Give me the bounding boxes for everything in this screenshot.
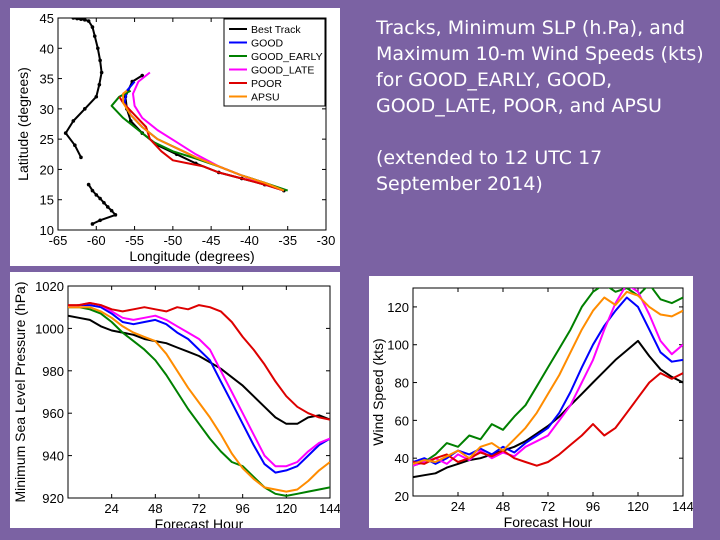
track-chart-panel xyxy=(10,8,340,266)
track-point-1-12 xyxy=(83,107,87,111)
wind-chart xyxy=(369,276,693,528)
y-axis-label: Minimum Sea Level Pressure (hPa) xyxy=(12,281,28,503)
y-tick-label-7: 45 xyxy=(39,11,54,26)
x-tick-label-0: 24 xyxy=(450,499,466,514)
track-point-1-14 xyxy=(64,131,68,135)
x-tick-label-4: 120 xyxy=(275,501,298,516)
slp-chart-panel xyxy=(10,272,340,528)
series-line-good-1 xyxy=(68,305,330,473)
track-point-2-4 xyxy=(102,201,106,205)
series-line-good-early-2 xyxy=(413,284,683,466)
x-tick-label-1: 48 xyxy=(495,499,511,514)
series-group xyxy=(413,284,683,477)
x-tick-label-0: -65 xyxy=(48,233,68,248)
track-point-1-16 xyxy=(79,156,83,160)
legend-label-good-early: GOOD_EARLY xyxy=(251,51,323,63)
y-tick-label-3: 25 xyxy=(39,132,54,148)
track-point-2-6 xyxy=(110,209,114,213)
x-tick-label-3: 96 xyxy=(235,501,250,516)
y-tick-label-6: 40 xyxy=(39,41,54,57)
y-axis-label: Latitude (degrees) xyxy=(15,67,31,181)
series-line-best-track-0 xyxy=(413,341,683,477)
track-chart xyxy=(10,8,340,266)
track-point-1-7 xyxy=(96,46,100,50)
y-tick-label-0: 920 xyxy=(42,491,64,506)
y-tick-label-3: 80 xyxy=(394,375,409,391)
y-tick-label-1: 15 xyxy=(39,192,54,208)
x-axis-label: Longitude (degrees) xyxy=(129,248,255,264)
track-point-1-11 xyxy=(94,95,98,99)
x-tick-label-4: -45 xyxy=(201,233,221,248)
series-line-best-track-early-fixes-1 xyxy=(66,18,102,157)
x-tick-label-5: 144 xyxy=(672,499,693,514)
track-point-2-2 xyxy=(94,193,98,197)
track-point-1-3 xyxy=(83,18,87,22)
track-point-1-15 xyxy=(73,143,77,147)
y-tick-label-2: 20 xyxy=(39,162,54,178)
legend-label-good-late: GOOD_LATE xyxy=(251,64,315,77)
y-tick-label-1: 40 xyxy=(394,451,409,467)
x-tick-label-2: -55 xyxy=(125,233,144,248)
x-tick-label-7: -30 xyxy=(316,233,336,248)
x-tick-label-4: 120 xyxy=(627,499,649,514)
y-axis-label: Wind Speed (kts) xyxy=(370,338,386,446)
x-axis-label: Forecast Hour xyxy=(503,514,593,528)
series-line-best-track-0 xyxy=(68,316,330,424)
track-point-1-10 xyxy=(98,83,102,87)
legend-label-best-track: Best Track xyxy=(251,24,301,36)
slp-chart xyxy=(10,272,340,528)
caption-title: Tracks, Minimum SLP (h.Pa), and Maximum 10-m Wind Speeds (kts) for GOOD_EARLY, GOOD, GOOD_LATE, POOR, and APSU xyxy=(376,17,704,117)
track-point-1-4 xyxy=(87,19,91,23)
legend-label-apsu: APSU xyxy=(251,91,280,104)
y-tick-label-5: 120 xyxy=(387,299,409,315)
x-tick-label-2: 72 xyxy=(540,499,556,514)
wind-chart-panel xyxy=(369,276,693,528)
track-point-2-8 xyxy=(98,219,102,223)
y-tick-label-2: 60 xyxy=(394,413,409,429)
track-point-1-9 xyxy=(100,71,104,75)
y-tick-label-2: 960 xyxy=(42,406,64,422)
caption xyxy=(376,15,706,223)
x-tick-label-3: -50 xyxy=(163,233,183,248)
track-point-2-7 xyxy=(114,213,118,217)
y-tick-label-0: 10 xyxy=(39,223,54,238)
track-point-2-3 xyxy=(98,197,102,201)
y-tick-label-4: 30 xyxy=(39,101,54,117)
x-tick-label-1: -60 xyxy=(86,233,106,248)
y-tick-label-3: 980 xyxy=(42,363,64,379)
x-tick-label-6: -35 xyxy=(278,233,298,248)
x-tick-label-3: 96 xyxy=(585,499,601,514)
series-line-good-late-3 xyxy=(68,303,330,466)
legend-label-poor: POOR xyxy=(251,78,282,90)
track-point-1-6 xyxy=(93,34,97,38)
track-point-2-0 xyxy=(87,183,91,187)
x-tick-label-5: 144 xyxy=(319,501,340,516)
legend-label-good: GOOD xyxy=(251,37,284,50)
x-axis-label: Forecast Hour xyxy=(154,516,244,528)
x-tick-label-1: 48 xyxy=(148,501,163,516)
y-tick-label-5: 35 xyxy=(39,71,54,87)
series-group xyxy=(68,303,330,496)
track-point-1-5 xyxy=(91,25,95,29)
track-point-2-1 xyxy=(91,189,95,193)
series-line-good-1 xyxy=(413,298,683,464)
track-point-1-13 xyxy=(72,119,76,123)
caption-note: (extended to 12 UTC 17 September 2014) xyxy=(376,147,603,195)
track-point-2-5 xyxy=(106,205,110,209)
track-point-1-1 xyxy=(75,17,79,21)
track-point-1-0 xyxy=(72,16,76,20)
y-tick-label-4: 100 xyxy=(387,337,409,353)
x-tick-label-2: 72 xyxy=(191,501,207,516)
series-line-good-late-3 xyxy=(413,284,683,466)
y-tick-label-1: 940 xyxy=(42,448,64,464)
series-line-poor-6 xyxy=(119,97,284,191)
track-point-1-8 xyxy=(98,59,102,63)
track-point-2-9 xyxy=(91,222,95,226)
x-tick-label-0: 24 xyxy=(104,501,119,516)
y-tick-label-4: 1000 xyxy=(35,321,64,337)
y-tick-label-5: 1020 xyxy=(35,279,64,294)
x-tick-label-5: -40 xyxy=(240,233,259,248)
y-tick-label-0: 20 xyxy=(394,489,409,504)
